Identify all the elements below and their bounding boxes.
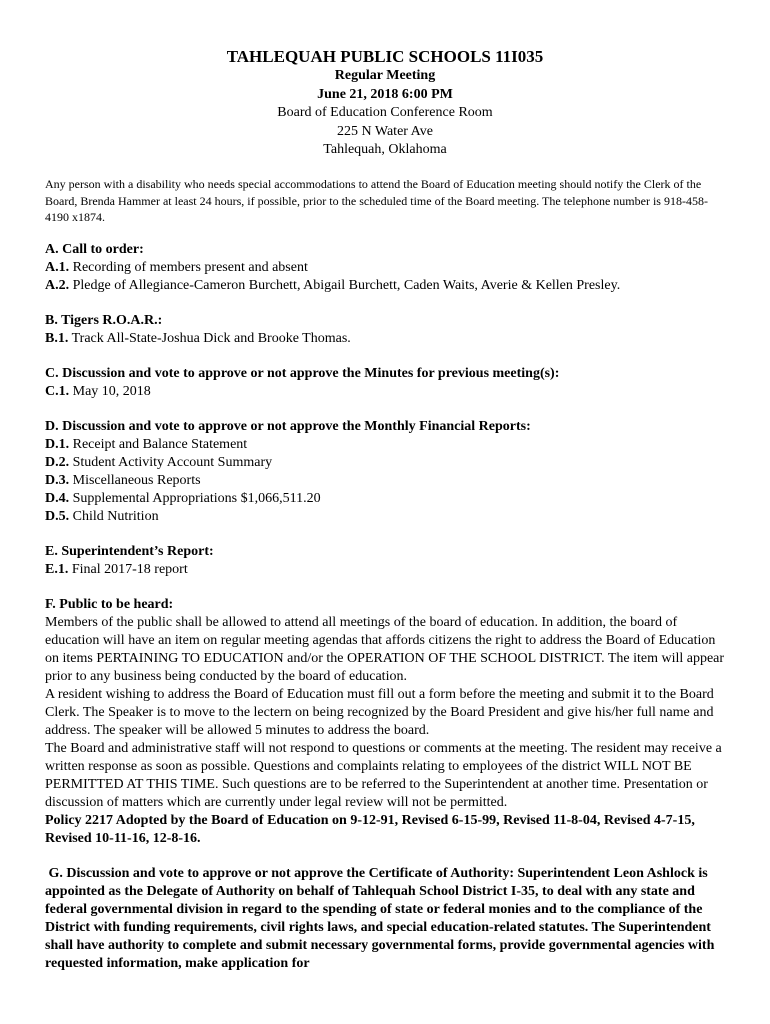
agenda-item — [45, 508, 729, 526]
item-number: A.1. — [45, 260, 70, 275]
item-number: D.5. — [45, 509, 70, 524]
meeting-city: Tahlequah, Oklahoma — [323, 142, 447, 157]
item-text: Track All-State-Joshua Dick and Brooke Thomas. — [68, 331, 351, 346]
agenda-item — [45, 277, 729, 295]
accommodation-notice: Any person with a disability who needs special accommodations to attend the Board of Education meeting should notify the Clerk of the Board, Brenda Hammer at least 24 hours, if possible, prior to the scheduled time of the Board meeting. The telephone number is 918-458-4190 x1874. — [45, 177, 708, 224]
item-number: D.1. — [45, 437, 70, 452]
agenda-item — [45, 330, 729, 348]
item-text: Miscellaneous Reports — [69, 473, 201, 488]
meeting-type: Regular Meeting — [334, 68, 436, 83]
item-number: D.2. — [45, 455, 70, 470]
section-heading: C. Discussion and vote to approve or not approve the Minutes for previous meeting(s): — [45, 366, 560, 381]
item-number: E.1. — [45, 562, 69, 577]
item-text: Supplemental Appropriations $1,066,511.20 — [69, 491, 321, 506]
section-g — [45, 865, 729, 973]
public-paragraph: A resident wishing to address the Board of Education must fill out a form before the meeting and submit it to the Board Clerk. The Speaker is to move to the lectern on being recognized by the Board President and give his/her full name and address. The speaker will be allowed 5 minutes to address the board. — [45, 687, 714, 738]
agenda-item — [45, 259, 729, 277]
item-text: Receipt and Balance Statement — [69, 437, 248, 452]
public-paragraph: Members of the public shall be allowed to attend all meetings of the board of education. In addition, the board of education will have an item on regular meeting agendas that affords citizens the right to address the Board of Education on items PERTAINING TO EDUCATION and/or the OPERATION OF THE SCHOOL DISTRICT. The item will appear prior to any business being conducted by the board of education. — [45, 615, 725, 684]
agenda-item — [45, 472, 729, 490]
document-title: TAHLEQUAH PUBLIC SCHOOLS 11I035 — [226, 47, 544, 66]
meeting-datetime: June 21, 2018 6:00 PM — [317, 86, 453, 102]
item-number: C.1. — [45, 384, 70, 399]
section-a — [45, 241, 729, 295]
section-heading: B. Tigers R.O.A.R.: — [45, 313, 163, 328]
agenda-body — [45, 241, 729, 990]
item-number: A.2. — [45, 278, 70, 293]
agenda-item — [45, 490, 729, 508]
agenda-header — [0, 0, 770, 160]
item-number: D.3. — [45, 473, 70, 488]
item-text: Student Activity Account Summary — [69, 455, 273, 470]
meeting-location: Board of Education Conference Room — [277, 105, 493, 120]
section-b — [45, 312, 729, 348]
item-number: B.1. — [45, 331, 69, 346]
item-text: Recording of members present and absent — [69, 260, 308, 275]
item-text: Child Nutrition — [69, 509, 159, 524]
agenda-item — [45, 383, 729, 401]
public-paragraph: The Board and administrative staff will not respond to questions or comments at the meeting. The resident may receive a written response as soon as possible. Questions and complaints relating to employees of the district WILL NOT BE PERMITTED AT THIS TIME. Such questions are to be referred to the Superintendent at another time. Presentation or discussion of matters which are currently under legal review will not be permitted. — [45, 741, 722, 810]
section-heading: E. Superintendent’s Report: — [45, 544, 214, 559]
agenda-item — [45, 436, 729, 454]
section-heading: F. Public to be heard: — [45, 597, 174, 612]
agenda-item — [45, 561, 729, 579]
meeting-address: 225 N Water Ave — [337, 123, 433, 139]
section-c — [45, 365, 729, 401]
policy-reference: Policy 2217 Adopted by the Board of Education on 9-12-91, Revised 6-15-99, Revised 11-8-04, Revised 4-7-15, Revised 10-11-16, 12-8-16. — [45, 813, 695, 846]
certificate-of-authority-text: G. Discussion and vote to approve or not approve the Certificate of Authority: Superintendent Leon Ashlock is appointed as the Delegate of Authority on behalf of Tahlequah School District I-35, to deal with any state and federal governmental division in regard to the spending of state or federal monies and to the compliance of the District with funding requirements, civil rights laws, and special education-related statutes. The Superintendent shall have authority to complete and submit necessary governmental forms, provide governmental agencies with requested information, make application for — [45, 866, 718, 971]
item-number: D.4. — [45, 491, 70, 506]
section-heading: D. Discussion and vote to approve or not approve the Monthly Financial Reports: — [45, 419, 531, 434]
item-text: Pledge of Allegiance-Cameron Burchett, Abigail Burchett, Caden Waits, Averie & Kellen Presley. — [69, 278, 621, 293]
section-e — [45, 543, 729, 579]
section-heading: A. Call to order: — [45, 242, 144, 257]
item-text: May 10, 2018 — [69, 384, 151, 399]
agenda-item — [45, 454, 729, 472]
item-text: Final 2017-18 report — [68, 562, 188, 577]
section-f — [45, 596, 729, 848]
section-d — [45, 418, 729, 526]
